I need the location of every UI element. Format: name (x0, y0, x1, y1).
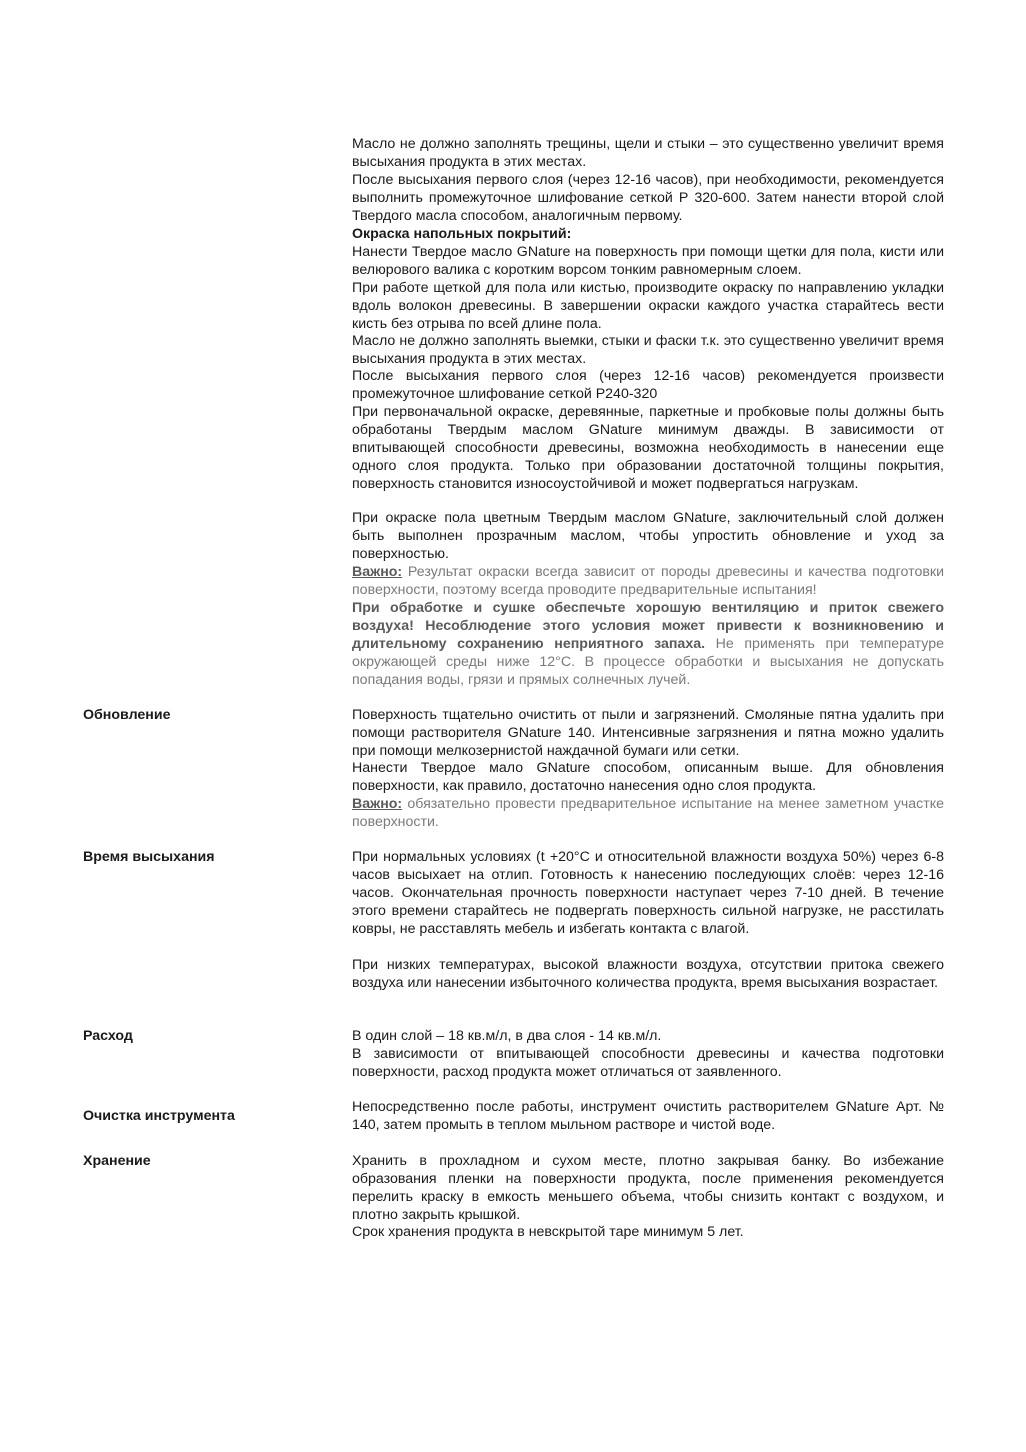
consumption-label: Расход (83, 1028, 133, 1044)
drying-label: Время высыхания (83, 849, 215, 865)
cleaning-label: Очистка инструмента (83, 1108, 235, 1124)
storage-paragraph-2: Срок хранения продукта в невскрытой таре минимум 5 лет. (352, 1224, 744, 1240)
floor-paragraph-1: Нанести Твердое масло GNature на поверхность при помощи щетки для пола, кисти или велюрового валика с коротким ворсом тонким равномерным слоем. (352, 244, 944, 278)
renewal-paragraph-1: Поверхность тщательно очистить от пыли и загрязнений. Смоляные пятна удалить при помощи растворителя GNature 140. Интенсивные загрязнения и пятна можно удалить при помощи мелкозернистой наждачной бумаги или сетки. (352, 707, 944, 759)
cleaning-paragraph-1: Непосредственно после работы, инструмент очистить растворителем GNature Арт. № 140, затем промыть в теплом мыльном растворе и чистой воде. (352, 1099, 944, 1133)
important-text: обязательно провести предварительное испытание на менее заметном участке поверхности. (352, 796, 944, 830)
drying-paragraph-1: При нормальных условиях (t +20°С и относительной влажности воздуха 50%) через 6-8 часов высыхает на отлип. Готовность к нанесению последующих слоёв: через 12-16 часов. Окончательная прочность поверхности наступает через 7-10 дней. В течение этого времени старайтесь не подвергать поверхность сильной нагрузке, не расстилать ковры, не расставлять мебель и избегать контакта с влагой. (352, 849, 944, 937)
storage-label: Хранение (83, 1153, 151, 1169)
renewal-important-note (352, 796, 944, 832)
intro-paragraph-2: После высыхания первого слоя (через 12-16 часов), при необходимости, рекомендуется выполнить промежуточное шлифование сеткой Р 320-600. Затем нанести второй слой Твердого масла способом, аналогичным первому. (352, 172, 944, 224)
warning-bold-text: При обработке и сушке обеспечьте хорошую вентиляцию и приток свежего воздуха! Несоблюдение этого условия может привести к возникновению и длительному сохранению неприятного запаха. (352, 600, 944, 652)
floor-important-note (352, 564, 944, 600)
consumption-paragraph-2: В зависимости от впитывающей способности древесины и качества подготовки поверхности, расход продукта может отличаться от заявленного. (352, 1046, 944, 1080)
drying-paragraph-2: При низких температурах, высокой влажности воздуха, отсутствии притока свежего воздуха или нанесении избыточного количества продукта, время высыхания возрастает. (352, 957, 944, 991)
warning-text: Не применять при температуре окружающей среды ниже 12°С. В процессе обработки и высыхания не допускать попадания воды, грязи и прямых солнечных лучей. (352, 635, 944, 688)
floor-warning (352, 600, 944, 690)
renewal-paragraph-2: Нанести Твердое мало GNature способом, описанным выше. Для обновления поверхности, как правило, достаточно нанесения одно слоя продукта. (352, 760, 944, 794)
floor-paragraph-6: При окраске пола цветным Твердым маслом GNature, заключительный слой должен быть выполнен прозрачным маслом, чтобы упростить обновление и уход за поверхностью. (352, 510, 944, 562)
renewal-label: Обновление (83, 707, 171, 723)
storage-paragraph-1: Хранить в прохладном и сухом месте, плотно закрывая банку. Во избежание образования пленки на поверхности продукта, после применения рекомендуется перелить краску в емкость меньшего объема, чтобы снизить контакт с воздухом, и плотно закрыть крышкой. (352, 1153, 944, 1223)
important-label: Важно: (352, 796, 403, 812)
floor-paragraph-3: Масло не должно заполнять выемки, стыки и фаски т.к. это существенно увеличит время высыхания продукта в этих местах. (352, 333, 944, 367)
intro-paragraph-1: Масло не должно заполнять трещины, щели и стыки – это существенно увеличит время высыхания продукта в этих местах. (352, 136, 944, 170)
floor-paragraph-4: После высыхания первого слоя (через 12-16 часов) рекомендуется произвести промежуточное шлифование сеткой Р240-320 (352, 368, 944, 402)
consumption-paragraph-1: В один слой – 18 кв.м/л, в два слоя - 14 кв.м/л. (352, 1028, 662, 1044)
important-text: Результат окраски всегда зависит от породы древесины и качества подготовки поверхности, поэтому всегда проводите предварительные испытания! (352, 564, 944, 598)
floor-heading: Окраска напольных покрытий: (352, 226, 572, 242)
floor-paragraph-2: При работе щеткой для пола или кистью, производите окраску по направлению укладки вдоль волокон древесины. В завершении окраски каждого участка старайтесь вести кисть без отрыва по всей длине пола. (352, 280, 944, 332)
floor-paragraph-5: При первоначальной окраске, деревянные, паркетные и пробковые полы должны быть обработаны Твердым маслом GNature минимум дважды. В зависимости от впитывающей способности древесины, возможна необходимость в нанесении еще одного слоя продукта. Только при образовании достаточной толщины покрытия, поверхность становится износоустойчивой и может подвергаться нагрузкам. (352, 404, 944, 492)
important-label: Важно: (352, 564, 403, 580)
